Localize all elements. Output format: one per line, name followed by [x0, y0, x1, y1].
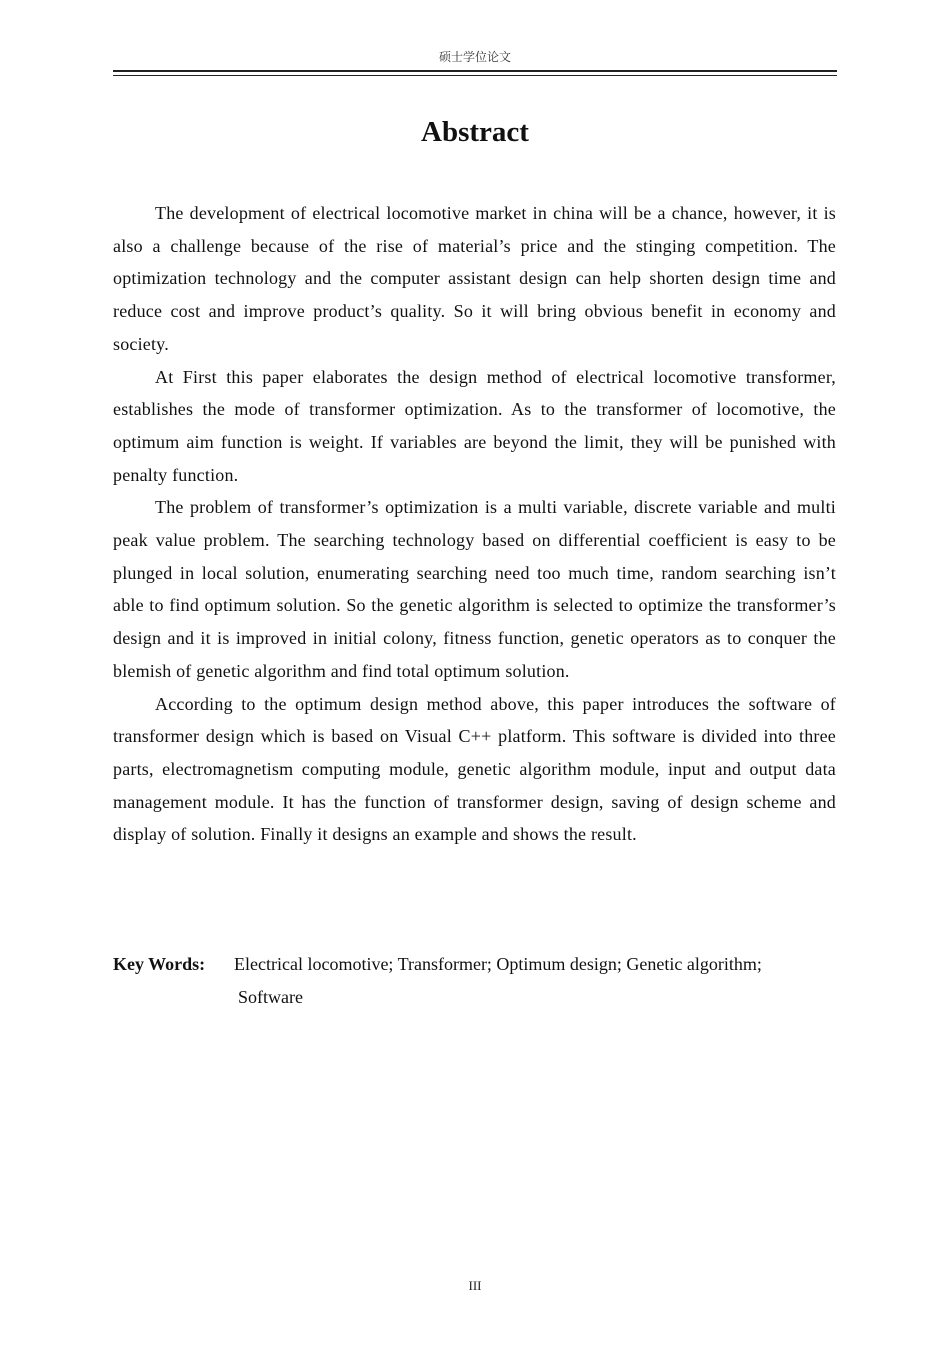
- keywords-label: Key Words:: [113, 954, 206, 974]
- abstract-paragraph: At First this paper elaborates the design method of electrical locomotive transformer, establishes the mode of transformer optimization. As to the transformer of locomotive, the optimum aim function is weight. If variables are beyond the limit, they will be punished with penalty function.: [113, 366, 836, 485]
- running-header: 硕士学位论文: [438, 50, 511, 64]
- keywords-list: [234, 948, 841, 1013]
- page-number: III: [468, 1278, 482, 1293]
- abstract-paragraph: The development of electrical locomotive market in china will be a chance, however, it is also a challenge because of the rise of material’s price and the stinging competition. The optimization technology and the computer assistant design can help shorten design time and reduce cost and improve product’s quality. So it will bring obvious benefit in economy and society.: [113, 203, 836, 354]
- keywords-line: Electrical locomotive; Transformer; Optimum design; Genetic algorithm;: [234, 954, 762, 974]
- keywords-block: [113, 948, 841, 1013]
- header-rule-thin: [113, 75, 837, 76]
- abstract-body: [113, 197, 836, 851]
- header-rule-thick: [113, 70, 837, 72]
- abstract-paragraph: The problem of transformer’s optimization is a multi variable, discrete variable and multi peak value problem. The searching technology based on differential coefficient is easy to be plunged in local solution, enumerating searching need too much time, random searching isn’t able to find optimum solution. So the genetic algorithm is selected to optimize the transformer’s design and it is improved in initial colony, fitness function, genetic operators as to conquer the blemish of genetic algorithm and find total optimum solution.: [113, 497, 836, 681]
- abstract-title: Abstract: [421, 116, 529, 148]
- keywords-line: Software: [238, 986, 303, 1007]
- abstract-paragraph: According to the optimum design method above, this paper introduces the software of transformer design which is based on Visual C++ platform. This software is divided into three parts, electromagnetism computing module, genetic algorithm module, input and output data management module. It has the function of transformer design, saving of design scheme and display of solution. Finally it designs an example and shows the result.: [113, 693, 836, 845]
